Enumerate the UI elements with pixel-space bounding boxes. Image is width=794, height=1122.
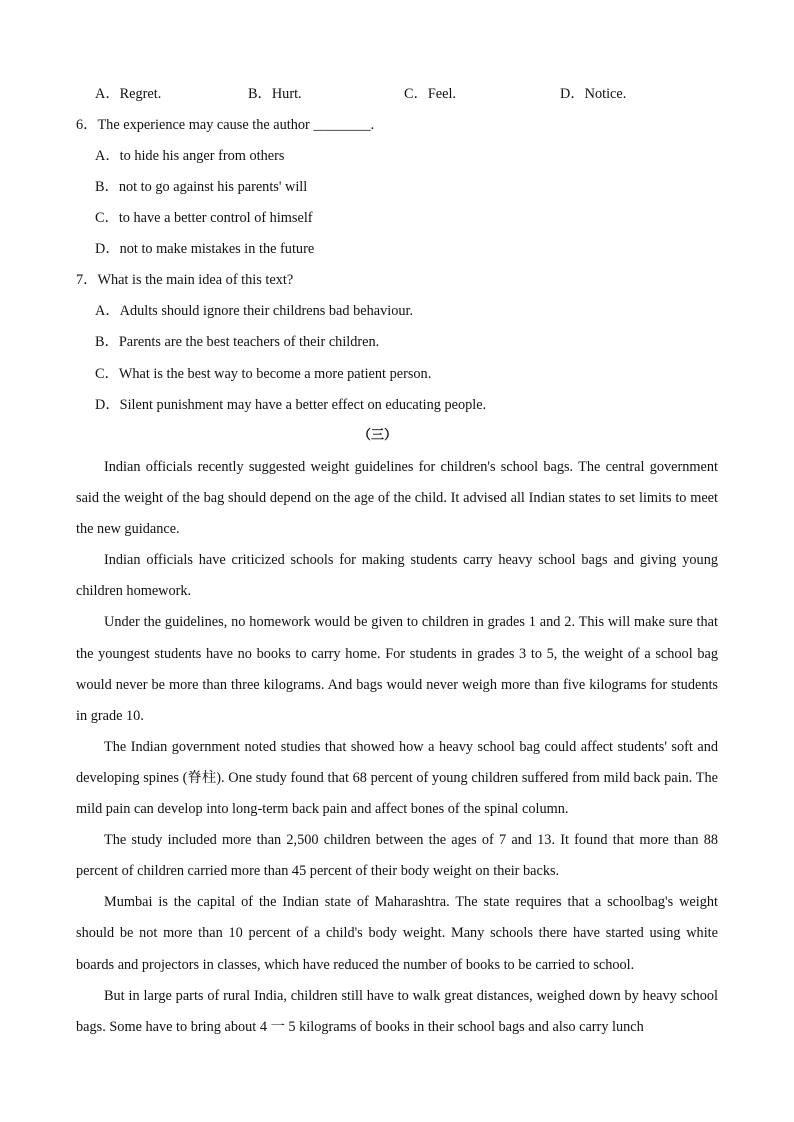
q7-option-c[interactable]: C．What is the best way to become a more patient person.: [95, 366, 432, 382]
q6-option-b[interactable]: B．not to go against his parents' will: [95, 179, 308, 195]
q5-option-d[interactable]: D．Notice.: [560, 86, 627, 102]
q5-option-b[interactable]: B．Hurt.: [248, 86, 302, 102]
reading-passage: [76, 452, 718, 1043]
passage-paragraph: Mumbai is the capital of the Indian state of Maharashtra. The state requires that a schoolbag's weight should be not more than 10 percent of a child's body weight. Many schools there have started using white boards and projectors in classes, which have reduced the number of books to be carried to school.: [76, 894, 718, 973]
q6-option-a[interactable]: A．to hide his anger from others: [95, 148, 285, 164]
q6-option-c[interactable]: C．to have a better control of himself: [95, 210, 313, 226]
q6-stem: 6．The experience may cause the author ________.: [76, 117, 375, 133]
passage-paragraph: The study included more than 2,500 children between the ages of 7 and 13. It found that more than 88 percent of children carried more than 45 percent of their body weight on their backs.: [76, 832, 718, 880]
q5-options: [95, 83, 735, 103]
passage-paragraph: Indian officials have criticized schools for making students carry heavy school bags and giving young children homework.: [76, 552, 718, 600]
q7-option-b[interactable]: B．Parents are the best teachers of their children.: [95, 334, 380, 350]
passage-paragraph: But in large parts of rural India, children still have to walk great distances, weighed down by heavy school bags. Some have to bring about 4 一 5 kilograms of books in their school bags and also carry lunch: [76, 987, 718, 1035]
q7-stem: 7．What is the main idea of this text?: [76, 272, 294, 288]
section-title: （三）: [357, 428, 397, 443]
q6-option-d[interactable]: D．not to make mistakes in the future: [95, 241, 315, 257]
q5-option-c[interactable]: C．Feel.: [404, 86, 457, 102]
q7-option-d[interactable]: D．Silent punishment may have a better effect on educating people.: [95, 397, 487, 413]
passage-paragraph: Indian officials recently suggested weight guidelines for children's school bags. The central government said the weight of the bag should depend on the age of the child. It advised all Indian states to set limits to meet the new guidance.: [76, 459, 718, 538]
passage-paragraph: Under the guidelines, no homework would be given to children in grades 1 and 2. This will make sure that the youngest students have no books to carry home. For students in grades 3 to 5, the weight of a school bag would never be more than three kilograms. And bags would never weigh more than five kilograms for students in grade 10.: [76, 614, 718, 724]
passage-paragraph: The Indian government noted studies that showed how a heavy school bag could affect students' soft and developing spines (脊柱). One study found that 68 percent of young children suffered from mild back pain. The mild pain can develop into long-term back pain and affect bones of the spinal column.: [76, 738, 718, 818]
q7-option-a[interactable]: A．Adults should ignore their childrens bad behaviour.: [95, 303, 414, 319]
q5-option-a[interactable]: A．Regret.: [95, 86, 162, 102]
